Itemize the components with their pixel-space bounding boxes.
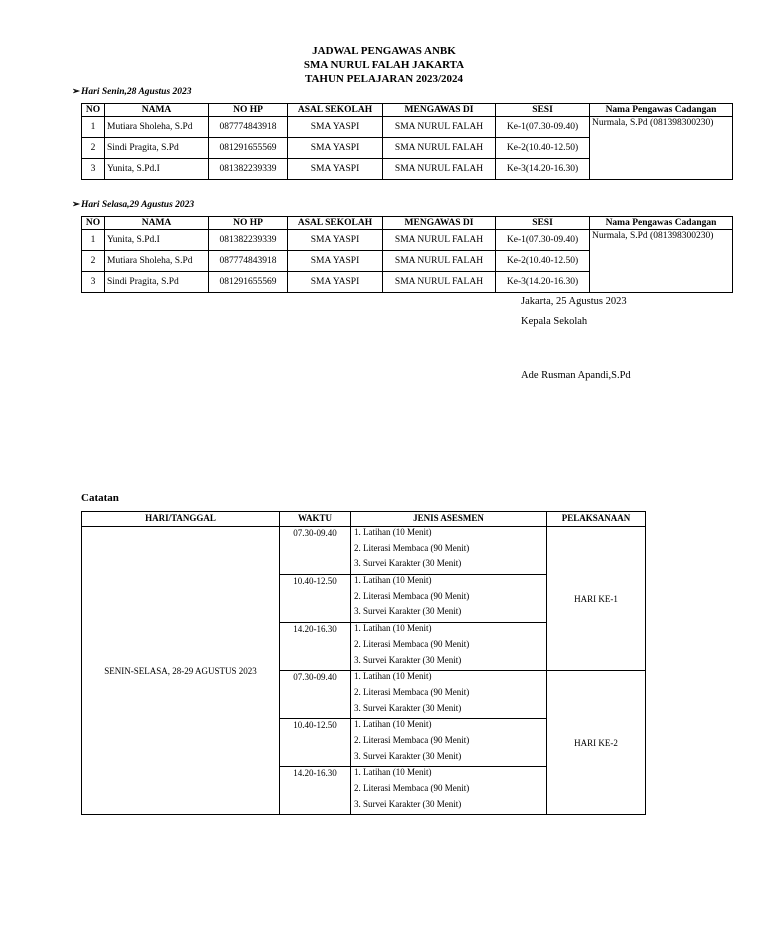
cell-mengawas: SMA NURUL FALAH [383, 159, 496, 180]
jenis-item: 1. Latihan (10 Menit) [354, 719, 432, 730]
col-cadangan: Nama Pengawas Cadangan [590, 104, 733, 117]
col-asal-sekolah: ASAL SEKOLAH [288, 217, 383, 230]
cell-jenis [351, 767, 547, 815]
day1-heading [72, 86, 192, 97]
cell-hp: 081291655569 [209, 138, 288, 159]
col-sesi: SESI [496, 217, 590, 230]
signature-role: Kepala Sekolah [521, 316, 588, 327]
cell-mengawas: SMA NURUL FALAH [383, 272, 496, 293]
jenis-item: 1. Latihan (10 Menit) [354, 767, 432, 778]
cell-waktu: 10.40-12.50 [280, 575, 351, 623]
cell-waktu: 10.40-12.50 [280, 719, 351, 767]
cell-sesi: Ke-3(14.20-16.30) [496, 272, 590, 293]
cell-no: 1 [82, 230, 105, 251]
catatan-title: Catatan [81, 492, 119, 504]
cell-nama: Mutiara Sholeha, S.Pd [105, 117, 209, 138]
cell-hp: 081291655569 [209, 272, 288, 293]
day2-heading [72, 199, 194, 210]
cell-no: 1 [82, 117, 105, 138]
cell-hp: 081382239339 [209, 230, 288, 251]
title-line-2: SMA NURUL FALAH JAKARTA [303, 59, 465, 71]
col-waktu: WAKTU [280, 512, 351, 527]
col-no-hp: NO HP [209, 104, 288, 117]
arrow-bullet-icon: ➢ [72, 200, 80, 210]
jenis-item: 3. Survei Karakter (30 Menit) [354, 606, 462, 617]
cell-no: 3 [82, 272, 105, 293]
day2-table [81, 216, 733, 293]
title-line-1: JADWAL PENGAWAS ANBK [312, 45, 456, 57]
col-mengawas-di: MENGAWAS DI [383, 217, 496, 230]
day1-table [81, 103, 733, 180]
jenis-item: 2. Literasi Membaca (90 Menit) [354, 734, 470, 745]
jenis-item: 3. Survei Karakter (30 Menit) [354, 558, 462, 569]
cell-asal: SMA YASPI [288, 272, 383, 293]
jenis-item: 2. Literasi Membaca (90 Menit) [354, 542, 470, 553]
jenis-item: 2. Literasi Membaca (90 Menit) [354, 783, 470, 793]
jenis-item: 3. Survei Karakter (30 Menit) [354, 750, 462, 761]
cell-nama: Sindi Pragita, S.Pd [105, 272, 209, 293]
table-header-row [82, 512, 646, 527]
cell-pelaksanaan: HARI KE-1 [547, 527, 646, 671]
cell-nama: Sindi Pragita, S.Pd [105, 138, 209, 159]
table-row [82, 527, 646, 575]
cell-nama: Yunita, S.Pd.I [105, 159, 209, 180]
col-no: NO [82, 104, 105, 117]
cell-cadangan: Nurmala, S.Pd (081398300230) [590, 230, 733, 293]
cell-asal: SMA YASPI [288, 117, 383, 138]
table-header-row [82, 217, 733, 230]
cell-hari: SENIN-SELASA, 28-29 AGUSTUS 2023 [82, 527, 280, 815]
jenis-item: 3. Survei Karakter (30 Menit) [354, 654, 462, 665]
cell-jenis [351, 719, 547, 767]
col-pelaksanaan: PELAKSANAAN [547, 512, 646, 527]
jenis-item: 1. Latihan (10 Menit) [354, 527, 432, 537]
col-cadangan: Nama Pengawas Cadangan [590, 217, 733, 230]
cell-waktu: 14.20-16.30 [280, 623, 351, 671]
cell-jenis [351, 623, 547, 671]
col-mengawas-di: MENGAWAS DI [383, 104, 496, 117]
col-nama: NAMA [105, 217, 209, 230]
jenis-item: 3. Survei Karakter (30 Menit) [354, 798, 462, 809]
cell-asal: SMA YASPI [288, 230, 383, 251]
cell-jenis [351, 527, 547, 575]
signature-place-date: Jakarta, 25 Agustus 2023 [521, 296, 627, 307]
jenis-item: 2. Literasi Membaca (90 Menit) [354, 590, 470, 601]
jenis-item: 2. Literasi Membaca (90 Menit) [354, 638, 470, 649]
cell-sesi: Ke-1(07.30-09.40) [496, 230, 590, 251]
cell-waktu: 14.20-16.30 [280, 767, 351, 815]
table-row [82, 230, 733, 251]
cell-sesi: Ke-2(10.40-12.50) [496, 251, 590, 272]
day2-heading-text: Hari Selasa,29 Agustus 2023 [81, 200, 195, 210]
cell-sesi: Ke-3(14.20-16.30) [496, 159, 590, 180]
cell-nama: Mutiara Sholeha, S.Pd [105, 251, 209, 272]
cell-nama: Yunita, S.Pd.I [105, 230, 209, 251]
cell-mengawas: SMA NURUL FALAH [383, 230, 496, 251]
col-asal-sekolah: ASAL SEKOLAH [288, 104, 383, 117]
cell-cadangan: Nurmala, S.Pd (081398300230) [590, 117, 733, 180]
cell-hp: 081382239339 [209, 159, 288, 180]
col-nama: NAMA [105, 104, 209, 117]
asesmen-table [81, 511, 646, 815]
jenis-item: 1. Latihan (10 Menit) [354, 623, 432, 634]
cell-waktu: 07.30-09.40 [280, 527, 351, 575]
cell-mengawas: SMA NURUL FALAH [383, 138, 496, 159]
cell-asal: SMA YASPI [288, 138, 383, 159]
cell-pelaksanaan: HARI KE-2 [547, 671, 646, 815]
day1-heading-text: Hari Senin,28 Agustus 2023 [81, 87, 192, 97]
signature-name: Ade Rusman Apandi,S.Pd [521, 370, 631, 381]
cell-no: 2 [82, 251, 105, 272]
jenis-item: 1. Latihan (10 Menit) [354, 671, 432, 682]
table-row [82, 117, 733, 138]
col-sesi: SESI [496, 104, 590, 117]
cell-sesi: Ke-2(10.40-12.50) [496, 138, 590, 159]
cell-no: 3 [82, 159, 105, 180]
cell-waktu: 07.30-09.40 [280, 671, 351, 719]
col-hari-tanggal: HARI/TANGGAL [82, 512, 280, 527]
jenis-item: 1. Latihan (10 Menit) [354, 575, 432, 586]
cell-asal: SMA YASPI [288, 251, 383, 272]
title-line-3: TAHUN PELAJARAN 2023/2024 [304, 73, 464, 85]
cell-no: 2 [82, 138, 105, 159]
cell-jenis [351, 671, 547, 719]
col-jenis-asesmen: JENIS ASESMEN [351, 512, 547, 527]
col-no-hp: NO HP [209, 217, 288, 230]
cell-hp: 087774843918 [209, 251, 288, 272]
cell-mengawas: SMA NURUL FALAH [383, 251, 496, 272]
table-header-row [82, 104, 733, 117]
cell-mengawas: SMA NURUL FALAH [383, 117, 496, 138]
cell-jenis [351, 575, 547, 623]
cell-asal: SMA YASPI [288, 159, 383, 180]
cell-hp: 087774843918 [209, 117, 288, 138]
col-no: NO [82, 217, 105, 230]
arrow-bullet-icon: ➢ [72, 87, 80, 97]
jenis-item: 3. Survei Karakter (30 Menit) [354, 702, 462, 713]
jenis-item: 2. Literasi Membaca (90 Menit) [354, 686, 470, 697]
document-title [0, 44, 768, 86]
cell-sesi: Ke-1(07.30-09.40) [496, 117, 590, 138]
